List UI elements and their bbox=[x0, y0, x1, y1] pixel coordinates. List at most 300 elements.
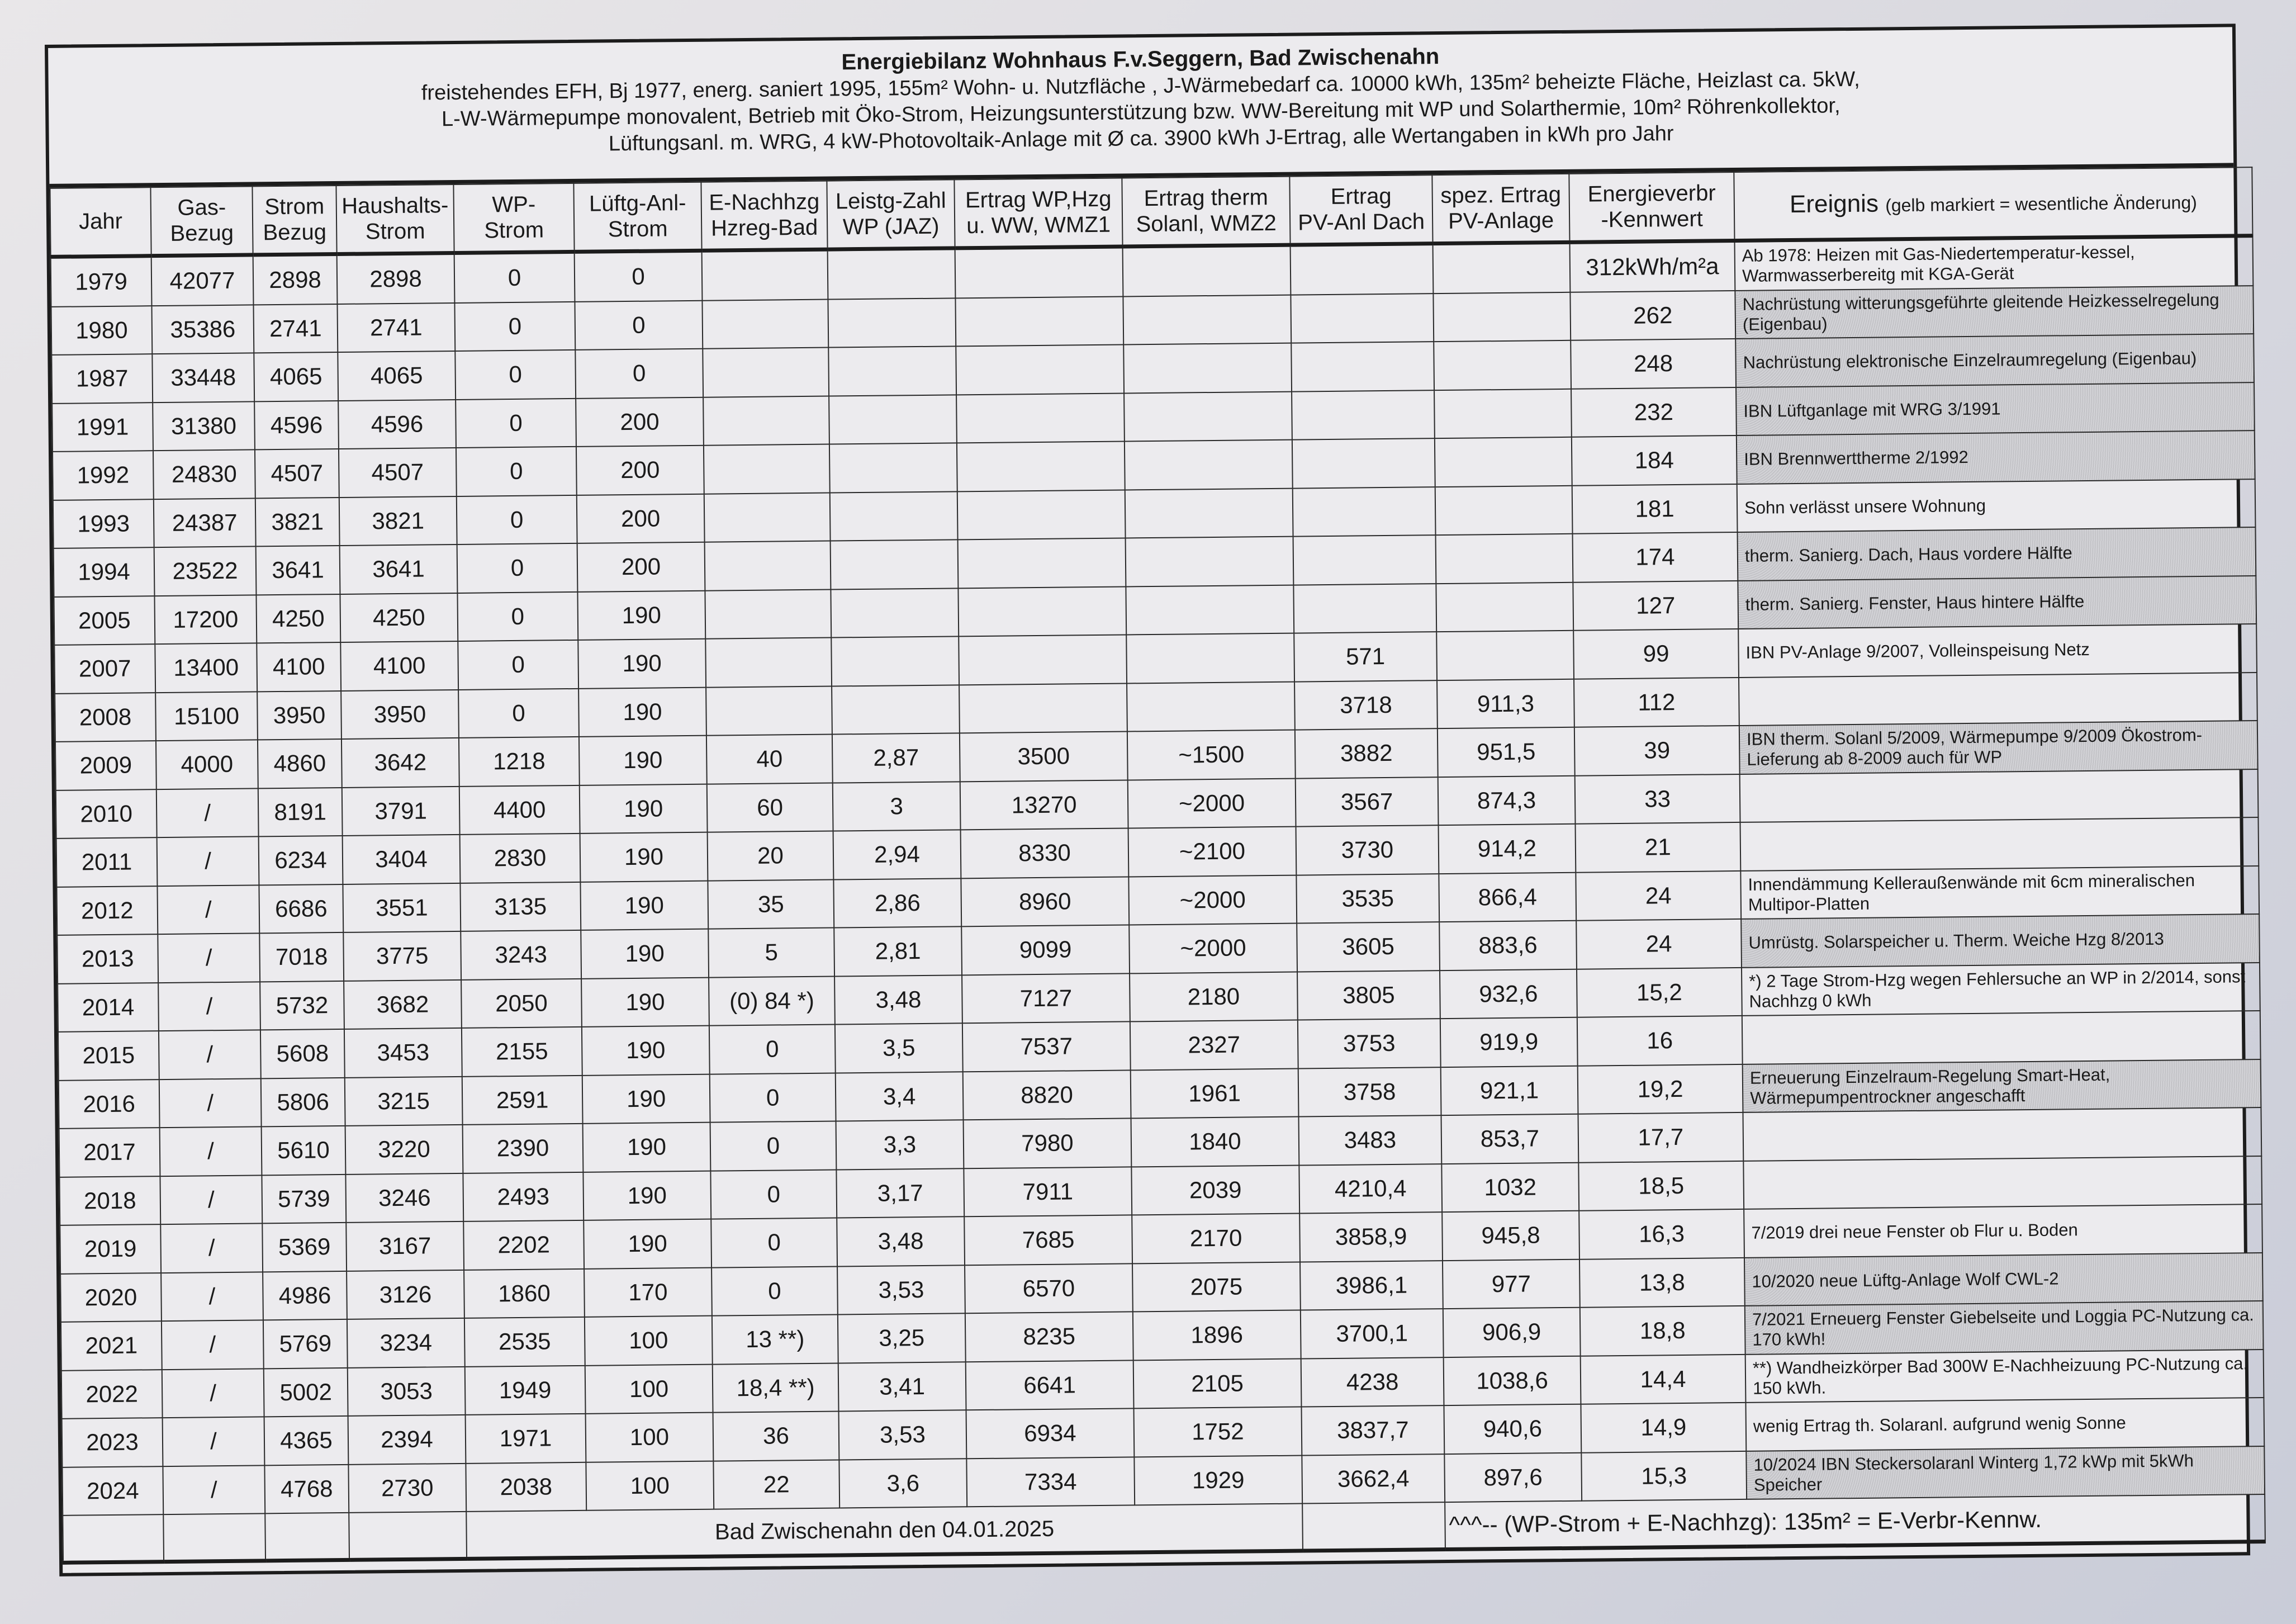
kennwert-cell: 184 bbox=[1572, 435, 1737, 485]
spez-pv-cell: 1038,6 bbox=[1444, 1356, 1581, 1405]
ertrag-wp-cell: 3500 bbox=[960, 731, 1128, 781]
jaz-cell: 3,48 bbox=[834, 975, 962, 1025]
wp-strom-cell: 0 bbox=[457, 591, 578, 641]
year-cell: 2019 bbox=[60, 1224, 161, 1273]
ertrag-therm-cell: 2180 bbox=[1130, 972, 1298, 1021]
year-cell: 1992 bbox=[53, 451, 154, 500]
jaz-cell bbox=[831, 636, 959, 686]
haushalt-cell: 3167 bbox=[346, 1221, 464, 1271]
column-header-line-2: Hzreg-Bad bbox=[710, 215, 818, 241]
event-cell bbox=[1740, 817, 2259, 870]
year-cell: 2013 bbox=[57, 934, 158, 983]
jaz-cell: 3,5 bbox=[835, 1023, 963, 1073]
ertrag-wp-cell bbox=[955, 247, 1123, 298]
kennwert-cell: 18,8 bbox=[1580, 1306, 1745, 1356]
year-cell: 2021 bbox=[61, 1321, 162, 1370]
ertrag-therm-cell bbox=[1124, 391, 1292, 441]
spez-pv-cell: 874,3 bbox=[1438, 775, 1576, 825]
strom-cell: 5732 bbox=[260, 981, 344, 1030]
kennwert-cell: 312kWh/m²a bbox=[1570, 240, 1735, 292]
column-header-line-1: Ertrag WP,Hzg bbox=[965, 186, 1112, 213]
year-cell: 2018 bbox=[59, 1176, 160, 1225]
e-nachhzg-cell bbox=[702, 299, 828, 349]
year-cell: 1980 bbox=[51, 306, 152, 355]
e-nachhzg-cell bbox=[705, 589, 831, 639]
spez-pv-cell bbox=[1436, 631, 1574, 680]
wp-strom-cell: 3135 bbox=[460, 882, 581, 931]
ertrag-wp-cell bbox=[959, 683, 1127, 733]
kennwert-cell: 14,4 bbox=[1581, 1354, 1746, 1404]
lueftg-cell: 190 bbox=[582, 1026, 710, 1076]
e-nachhzg-cell bbox=[705, 541, 831, 591]
column-header bbox=[701, 181, 827, 251]
spez-pv-cell: 919,9 bbox=[1440, 1017, 1578, 1067]
gas-cell: / bbox=[163, 1417, 265, 1466]
strom-cell: 8191 bbox=[258, 787, 343, 836]
e-nachhzg-cell: 0 bbox=[711, 1266, 838, 1316]
haushalt-cell: 3453 bbox=[344, 1028, 462, 1078]
lueftg-cell: 100 bbox=[586, 1461, 714, 1511]
energy-balance-sheet bbox=[45, 23, 2255, 1576]
ertrag-pv-cell: 3483 bbox=[1299, 1115, 1442, 1165]
jaz-cell: 3,53 bbox=[839, 1410, 967, 1460]
spez-pv-cell bbox=[1436, 582, 1573, 632]
haushalt-cell: 2394 bbox=[348, 1415, 466, 1465]
year-cell: 2011 bbox=[56, 837, 158, 887]
year-cell: 2016 bbox=[59, 1079, 160, 1129]
jaz-cell: 3,4 bbox=[836, 1072, 964, 1121]
formula-note: ^^^-- (WP-Strom + E-Nachhzg): 135m² = E-Verbr-Kennw. bbox=[1445, 1494, 2265, 1550]
kennwert-cell: 24 bbox=[1576, 919, 1742, 969]
column-header bbox=[954, 178, 1122, 248]
haushalt-cell: 4596 bbox=[338, 399, 456, 449]
wp-strom-cell: 2050 bbox=[461, 978, 582, 1028]
lueftg-cell: 200 bbox=[576, 446, 704, 495]
spez-pv-cell: 945,8 bbox=[1442, 1211, 1579, 1261]
event-cell bbox=[1743, 1107, 2261, 1161]
kennwert-cell: 19,2 bbox=[1578, 1064, 1743, 1114]
gas-cell: / bbox=[163, 1465, 265, 1514]
ertrag-wp-cell bbox=[957, 490, 1126, 539]
subtitle-line-3: Lüftungsanl. m. WRG, 4 kW-Photovoltaik-Anlage mit Ø ca. 3900 kWh J-Ertrag, alle Wertangaben in kWh pro Jahr bbox=[608, 122, 1674, 156]
kennwert-cell: 15,2 bbox=[1577, 967, 1742, 1017]
jaz-cell: 3,17 bbox=[836, 1168, 964, 1218]
kennwert-cell: 14,9 bbox=[1581, 1403, 1746, 1452]
wp-strom-cell: 2155 bbox=[462, 1027, 582, 1077]
ertrag-therm-cell bbox=[1127, 681, 1295, 731]
column-header-line-1: Haushalts- bbox=[341, 193, 449, 219]
ertrag-wp-cell bbox=[959, 635, 1127, 684]
wp-strom-cell: 1860 bbox=[464, 1268, 585, 1318]
ertrag-wp-cell: 7980 bbox=[964, 1118, 1132, 1168]
jaz-cell bbox=[831, 588, 959, 638]
column-header-line-1: Energieverbr bbox=[1587, 181, 1716, 207]
lueftg-cell: 200 bbox=[577, 494, 705, 543]
footer-empty-cell bbox=[163, 1513, 265, 1561]
jaz-cell bbox=[828, 298, 956, 348]
wp-strom-cell: 3243 bbox=[461, 930, 581, 980]
column-header bbox=[150, 186, 253, 255]
spez-pv-cell: 866,4 bbox=[1439, 872, 1576, 922]
year-cell: 2005 bbox=[54, 596, 155, 645]
lueftg-cell: 190 bbox=[582, 1074, 710, 1124]
e-nachhzg-cell: (0) 84 *) bbox=[709, 976, 835, 1026]
haushalt-cell: 4065 bbox=[338, 351, 456, 401]
gas-cell: / bbox=[158, 982, 260, 1031]
column-header-line-1: Ertrag therm bbox=[1144, 185, 1269, 211]
ertrag-therm-cell: 2327 bbox=[1130, 1020, 1298, 1070]
wp-strom-cell: 1949 bbox=[465, 1365, 586, 1415]
event-cell: Sohn verlässt unsere Wohnung bbox=[1737, 479, 2256, 532]
spez-pv-cell: 1032 bbox=[1441, 1162, 1579, 1212]
ertrag-wp-cell: 7685 bbox=[964, 1215, 1132, 1265]
column-header-line-2: Bezug bbox=[170, 220, 234, 246]
wp-strom-cell: 1218 bbox=[459, 737, 580, 787]
jaz-cell: 2,81 bbox=[834, 926, 962, 976]
column-header bbox=[1734, 167, 2252, 240]
haushalt-cell: 3234 bbox=[347, 1318, 465, 1368]
ertrag-therm-cell: ~2000 bbox=[1129, 924, 1297, 973]
ertrag-pv-cell bbox=[1292, 390, 1435, 440]
ertrag-pv-cell: 3753 bbox=[1298, 1019, 1441, 1068]
year-cell: 1993 bbox=[53, 499, 154, 548]
ertrag-pv-cell: 3700,1 bbox=[1301, 1309, 1444, 1358]
haushalt-cell: 2741 bbox=[337, 302, 455, 352]
ertrag-therm-cell: ~2100 bbox=[1128, 827, 1297, 877]
ertrag-wp-cell: 6570 bbox=[965, 1263, 1133, 1313]
ertrag-therm-cell: ~2000 bbox=[1128, 778, 1296, 828]
column-header-line-2: Strom bbox=[484, 217, 544, 243]
haushalt-cell: 3220 bbox=[345, 1125, 463, 1175]
kennwert-cell: 15,3 bbox=[1581, 1451, 1747, 1500]
year-cell: 2020 bbox=[60, 1273, 162, 1322]
wp-strom-cell: 2591 bbox=[462, 1075, 583, 1125]
haushalt-cell: 3950 bbox=[341, 689, 459, 739]
wp-strom-cell: 2535 bbox=[464, 1317, 585, 1367]
wp-strom-cell: 1971 bbox=[466, 1414, 586, 1464]
kennwert-cell: 16 bbox=[1577, 1016, 1743, 1066]
strom-cell: 2741 bbox=[253, 304, 338, 353]
lueftg-cell: 0 bbox=[575, 349, 703, 399]
ertrag-pv-cell: 3535 bbox=[1296, 874, 1439, 924]
column-header-line-2: PV-Anl Dach bbox=[1298, 209, 1425, 235]
column-header-line-2: Strom bbox=[608, 216, 668, 242]
haushalt-cell: 3551 bbox=[343, 883, 461, 932]
year-cell: 2009 bbox=[55, 741, 156, 790]
jaz-cell: 3,41 bbox=[838, 1362, 966, 1412]
jaz-cell: 3,53 bbox=[837, 1265, 965, 1315]
lueftg-cell: 190 bbox=[577, 590, 705, 640]
spez-pv-cell: 951,5 bbox=[1438, 727, 1575, 777]
event-cell bbox=[1739, 673, 2257, 726]
ertrag-therm-cell: 1752 bbox=[1134, 1407, 1302, 1457]
jaz-cell bbox=[830, 491, 958, 541]
ertrag-wp-cell: 8820 bbox=[963, 1070, 1131, 1120]
spez-pv-cell bbox=[1434, 340, 1571, 390]
column-header bbox=[1122, 177, 1290, 247]
strom-cell: 5610 bbox=[262, 1126, 346, 1175]
ertrag-therm-cell: 2105 bbox=[1133, 1358, 1302, 1408]
jaz-cell: 3 bbox=[833, 782, 961, 831]
spez-pv-cell: 921,1 bbox=[1441, 1066, 1578, 1115]
ertrag-pv-cell: 3805 bbox=[1297, 970, 1440, 1020]
e-nachhzg-cell: 0 bbox=[709, 1025, 836, 1074]
wp-strom-cell: 0 bbox=[454, 301, 575, 351]
wp-strom-cell: 4400 bbox=[459, 785, 580, 835]
column-header bbox=[1569, 172, 1734, 242]
e-nachhzg-cell: 35 bbox=[708, 879, 834, 929]
year-cell: 2017 bbox=[59, 1128, 160, 1177]
jaz-cell bbox=[829, 395, 957, 444]
gas-cell: / bbox=[162, 1320, 264, 1369]
jaz-cell bbox=[828, 346, 956, 396]
ertrag-wp-cell: 8960 bbox=[961, 877, 1129, 926]
event-cell: 7/2021 Erneuerg Fenster Giebelseite und Loggia PC-Nutzung ca. 170 kWh! bbox=[1745, 1301, 2264, 1354]
ertrag-therm-cell bbox=[1123, 295, 1291, 344]
event-cell: IBN Lüftganlage mit WRG 3/1991 bbox=[1736, 382, 2255, 435]
kennwert-cell: 99 bbox=[1573, 629, 1739, 679]
ertrag-therm-cell: 2075 bbox=[1132, 1262, 1301, 1311]
strom-cell: 2898 bbox=[253, 254, 338, 305]
footer-empty-cell bbox=[63, 1514, 164, 1563]
document-title: Energiebilanz Wohnhaus F.v.Seggern, Bad Zwischenahn bbox=[841, 44, 1440, 75]
jaz-cell bbox=[828, 248, 956, 299]
ertrag-wp-cell: 6934 bbox=[966, 1408, 1135, 1458]
spez-pv-cell bbox=[1434, 389, 1572, 438]
event-cell bbox=[1740, 769, 2259, 822]
gas-cell: / bbox=[160, 1126, 262, 1176]
event-cell: Umrüstg. Solarspeicher u. Therm. Weiche Hzg 8/2013 bbox=[1741, 914, 2260, 967]
event-cell bbox=[1742, 1011, 2261, 1064]
haushalt-cell: 3404 bbox=[343, 835, 461, 884]
spez-pv-cell: 883,6 bbox=[1439, 921, 1577, 970]
haushalt-cell: 2730 bbox=[348, 1463, 466, 1513]
place-date: Bad Zwischenahn den 04.01.2025 bbox=[466, 1504, 1303, 1559]
e-nachhzg-cell bbox=[702, 249, 828, 300]
table-body bbox=[51, 236, 2265, 1516]
subtitle-line-2: L-W-Wärmepumpe monovalent, Betrieb mit Öko-Strom, Heizungsunterstützung bzw. WW-Bereitung mit WP und Solarthermie, 10m² Röhrenkollektor, bbox=[441, 94, 1840, 131]
column-header bbox=[252, 186, 336, 255]
e-nachhzg-cell: 60 bbox=[707, 783, 833, 832]
column-header-line-2: PV-Anlage bbox=[1448, 208, 1554, 234]
strom-cell: 4507 bbox=[255, 449, 339, 498]
column-header bbox=[50, 187, 151, 257]
e-nachhzg-cell: 20 bbox=[708, 831, 834, 881]
column-header-line-1: E-Nachhzg bbox=[709, 189, 820, 215]
gas-cell: / bbox=[161, 1272, 263, 1321]
e-nachhzg-cell: 18,4 **) bbox=[713, 1363, 839, 1413]
ertrag-pv-cell: 571 bbox=[1294, 632, 1437, 681]
kennwert-cell: 181 bbox=[1572, 484, 1738, 533]
haushalt-cell: 4100 bbox=[340, 641, 458, 691]
ertrag-pv-cell bbox=[1293, 584, 1436, 633]
jaz-cell: 3,25 bbox=[838, 1313, 966, 1363]
event-cell: IBN Brennwerttherme 2/1992 bbox=[1737, 430, 2255, 484]
kennwert-cell: 33 bbox=[1575, 774, 1740, 823]
strom-cell: 5739 bbox=[262, 1174, 346, 1223]
kennwert-cell: 17,7 bbox=[1578, 1112, 1743, 1162]
ertrag-wp-cell bbox=[955, 296, 1123, 346]
column-header-line-1: Strom bbox=[264, 194, 325, 220]
strom-cell: 4250 bbox=[256, 594, 340, 643]
kennwert-cell: 232 bbox=[1571, 387, 1737, 437]
kennwert-cell: 24 bbox=[1576, 870, 1741, 920]
ertrag-pv-cell: 3730 bbox=[1296, 825, 1439, 875]
ertrag-pv-cell bbox=[1293, 535, 1436, 585]
gas-cell: / bbox=[157, 836, 259, 886]
ertrag-therm-cell: 2170 bbox=[1132, 1214, 1300, 1263]
kennwert-cell: 112 bbox=[1574, 677, 1739, 727]
ertrag-pv-cell: 3858,9 bbox=[1299, 1212, 1443, 1262]
gas-cell: / bbox=[159, 1030, 261, 1079]
e-nachhzg-cell bbox=[704, 444, 830, 494]
ertrag-pv-cell bbox=[1292, 438, 1435, 488]
wp-strom-cell: 0 bbox=[457, 495, 577, 545]
ertrag-therm-cell bbox=[1125, 488, 1293, 538]
jaz-cell bbox=[832, 685, 960, 735]
strom-cell: 4100 bbox=[257, 642, 341, 692]
kennwert-cell: 262 bbox=[1570, 290, 1735, 340]
kennwert-cell: 13,8 bbox=[1579, 1257, 1745, 1307]
event-cell: Nachrüstung witterungsgeführte gleitende Heizkesselregelung (Eigenbau) bbox=[1735, 286, 2254, 339]
kennwert-cell: 127 bbox=[1573, 580, 1738, 630]
column-header-label: Ereignis bbox=[1789, 190, 1879, 218]
e-nachhzg-cell: 36 bbox=[713, 1411, 839, 1461]
ertrag-pv-cell bbox=[1293, 487, 1436, 537]
kennwert-cell: 39 bbox=[1574, 726, 1740, 775]
ertrag-therm-cell: 1896 bbox=[1133, 1310, 1301, 1360]
event-cell: **) Wandheizkörper Bad 300W E-Nachheizuung PC-Nutzung ca. 150 kWh. bbox=[1745, 1350, 2264, 1403]
ertrag-wp-cell: 7127 bbox=[962, 973, 1130, 1023]
ertrag-therm-cell: 1929 bbox=[1134, 1455, 1302, 1505]
haushalt-cell: 3053 bbox=[348, 1366, 466, 1416]
wp-strom-cell: 0 bbox=[454, 252, 575, 302]
year-cell: 2008 bbox=[55, 693, 156, 742]
ertrag-therm-cell: 1840 bbox=[1131, 1117, 1299, 1167]
e-nachhzg-cell bbox=[704, 493, 831, 542]
spez-pv-cell: 897,6 bbox=[1444, 1452, 1582, 1502]
column-header-line-1: Jahr bbox=[78, 209, 123, 234]
ertrag-therm-cell bbox=[1126, 585, 1294, 635]
ertrag-wp-cell: 8235 bbox=[965, 1311, 1133, 1361]
strom-cell: 4596 bbox=[254, 400, 339, 449]
ertrag-pv-cell: 4210,4 bbox=[1299, 1164, 1442, 1214]
column-header bbox=[827, 179, 955, 249]
kennwert-cell: 18,5 bbox=[1578, 1161, 1744, 1210]
e-nachhzg-cell: 0 bbox=[710, 1170, 837, 1219]
year-cell: 2014 bbox=[58, 983, 159, 1032]
strom-cell: 4768 bbox=[264, 1464, 349, 1513]
event-cell: Erneuerung Einzelraum-Regelung Smart-Heat, Wärmepumpentrockner angeschafft bbox=[1743, 1059, 2261, 1112]
document-header bbox=[48, 27, 2233, 188]
e-nachhzg-cell bbox=[703, 396, 829, 446]
ertrag-therm-cell: ~2000 bbox=[1128, 875, 1297, 925]
ertrag-wp-cell: 6641 bbox=[966, 1360, 1134, 1410]
haushalt-cell: 3791 bbox=[342, 786, 460, 836]
year-cell: 1987 bbox=[51, 354, 153, 403]
event-cell bbox=[1743, 1156, 2262, 1209]
year-cell: 2024 bbox=[62, 1466, 163, 1516]
footer-empty-cell bbox=[1302, 1502, 1445, 1551]
ertrag-wp-cell: 13270 bbox=[960, 780, 1128, 830]
spez-pv-cell: 977 bbox=[1443, 1259, 1580, 1309]
event-cell: IBN therm. Solanl 5/2009, Wärmepumpe 9/2009 Ökostrom-Lieferung ab 8-2009 auch für WP bbox=[1739, 721, 2258, 774]
jaz-cell: 3,48 bbox=[837, 1216, 965, 1266]
event-cell: 7/2019 drei neue Fenster ob Flur u. Boden bbox=[1744, 1204, 2262, 1257]
spez-pv-cell: 940,6 bbox=[1444, 1404, 1581, 1454]
ertrag-wp-cell: 9099 bbox=[961, 925, 1130, 974]
ertrag-pv-cell: 4238 bbox=[1301, 1357, 1444, 1407]
strom-cell: 4065 bbox=[254, 352, 338, 401]
gas-cell: / bbox=[157, 885, 259, 934]
gas-cell: / bbox=[160, 1223, 263, 1272]
gas-cell: 23522 bbox=[154, 546, 257, 595]
column-header-note: (gelb markiert = wesentliche Änderung) bbox=[1885, 192, 2197, 215]
ertrag-therm-cell: 2039 bbox=[1131, 1165, 1299, 1215]
e-nachhzg-cell bbox=[703, 348, 829, 397]
gas-cell: 24387 bbox=[154, 498, 256, 547]
ertrag-pv-cell: 3718 bbox=[1294, 680, 1438, 730]
strom-cell: 4860 bbox=[258, 739, 342, 788]
lueftg-cell: 100 bbox=[585, 1316, 713, 1366]
e-nachhzg-cell: 13 **) bbox=[712, 1314, 838, 1364]
jaz-cell: 3,6 bbox=[839, 1459, 967, 1508]
lueftg-cell: 200 bbox=[576, 397, 704, 447]
ertrag-wp-cell: 7537 bbox=[962, 1021, 1131, 1071]
spez-pv-cell bbox=[1433, 242, 1571, 293]
wp-strom-cell: 0 bbox=[458, 688, 579, 738]
kennwert-cell: 16,3 bbox=[1579, 1209, 1744, 1259]
event-cell: Innendämmung Kelleraußenwände mit 6cm mineralischen Multipor-Platten bbox=[1740, 866, 2259, 919]
wp-strom-cell: 2038 bbox=[466, 1462, 586, 1512]
column-header-line-1: spez. Ertrag bbox=[1440, 182, 1562, 209]
ertrag-therm-cell bbox=[1126, 537, 1294, 586]
event-cell: *) 2 Tage Strom-Hzg wegen Fehlersuche an WP in 2/2014, sonst Nachhzg 0 kWh bbox=[1742, 963, 2260, 1016]
ertrag-therm-cell bbox=[1123, 343, 1292, 393]
column-header-line-2: -Kennwert bbox=[1601, 206, 1703, 233]
ertrag-pv-cell: 3567 bbox=[1296, 777, 1439, 827]
gas-cell: 4000 bbox=[156, 740, 258, 789]
ertrag-wp-cell bbox=[957, 441, 1125, 491]
lueftg-cell: 190 bbox=[580, 784, 708, 834]
e-nachhzg-cell: 22 bbox=[713, 1460, 839, 1509]
wp-strom-cell: 2830 bbox=[460, 834, 581, 883]
ertrag-pv-cell bbox=[1291, 342, 1434, 391]
event-cell: Ab 1978: Heizen mit Gas-Niedertemperatur-kessel, Warmwasserbereitg mit KGA-Gerät bbox=[1735, 236, 2254, 291]
ertrag-therm-cell: 1961 bbox=[1131, 1068, 1299, 1118]
gas-cell: 33448 bbox=[152, 353, 254, 402]
column-header-line-2: Bezug bbox=[263, 220, 327, 245]
jaz-cell bbox=[829, 443, 957, 493]
footer-empty-cell bbox=[349, 1512, 467, 1560]
year-cell: 1979 bbox=[51, 256, 152, 307]
gas-cell: 13400 bbox=[155, 643, 257, 692]
ertrag-therm-cell: ~1500 bbox=[1127, 730, 1296, 780]
e-nachhzg-cell bbox=[706, 686, 832, 736]
jaz-cell: 2,86 bbox=[833, 878, 961, 928]
jaz-cell: 2,87 bbox=[832, 733, 960, 783]
ertrag-wp-cell: 7911 bbox=[964, 1167, 1132, 1216]
lueftg-cell: 100 bbox=[586, 1413, 714, 1462]
lueftg-cell: 100 bbox=[585, 1364, 713, 1414]
gas-cell: / bbox=[158, 933, 260, 982]
gas-cell: 24830 bbox=[153, 449, 255, 499]
strom-cell: 6686 bbox=[259, 884, 343, 933]
strom-cell: 3821 bbox=[255, 497, 340, 546]
e-nachhzg-cell bbox=[705, 638, 832, 688]
gas-cell: / bbox=[160, 1175, 262, 1224]
kennwert-cell: 248 bbox=[1571, 339, 1736, 389]
